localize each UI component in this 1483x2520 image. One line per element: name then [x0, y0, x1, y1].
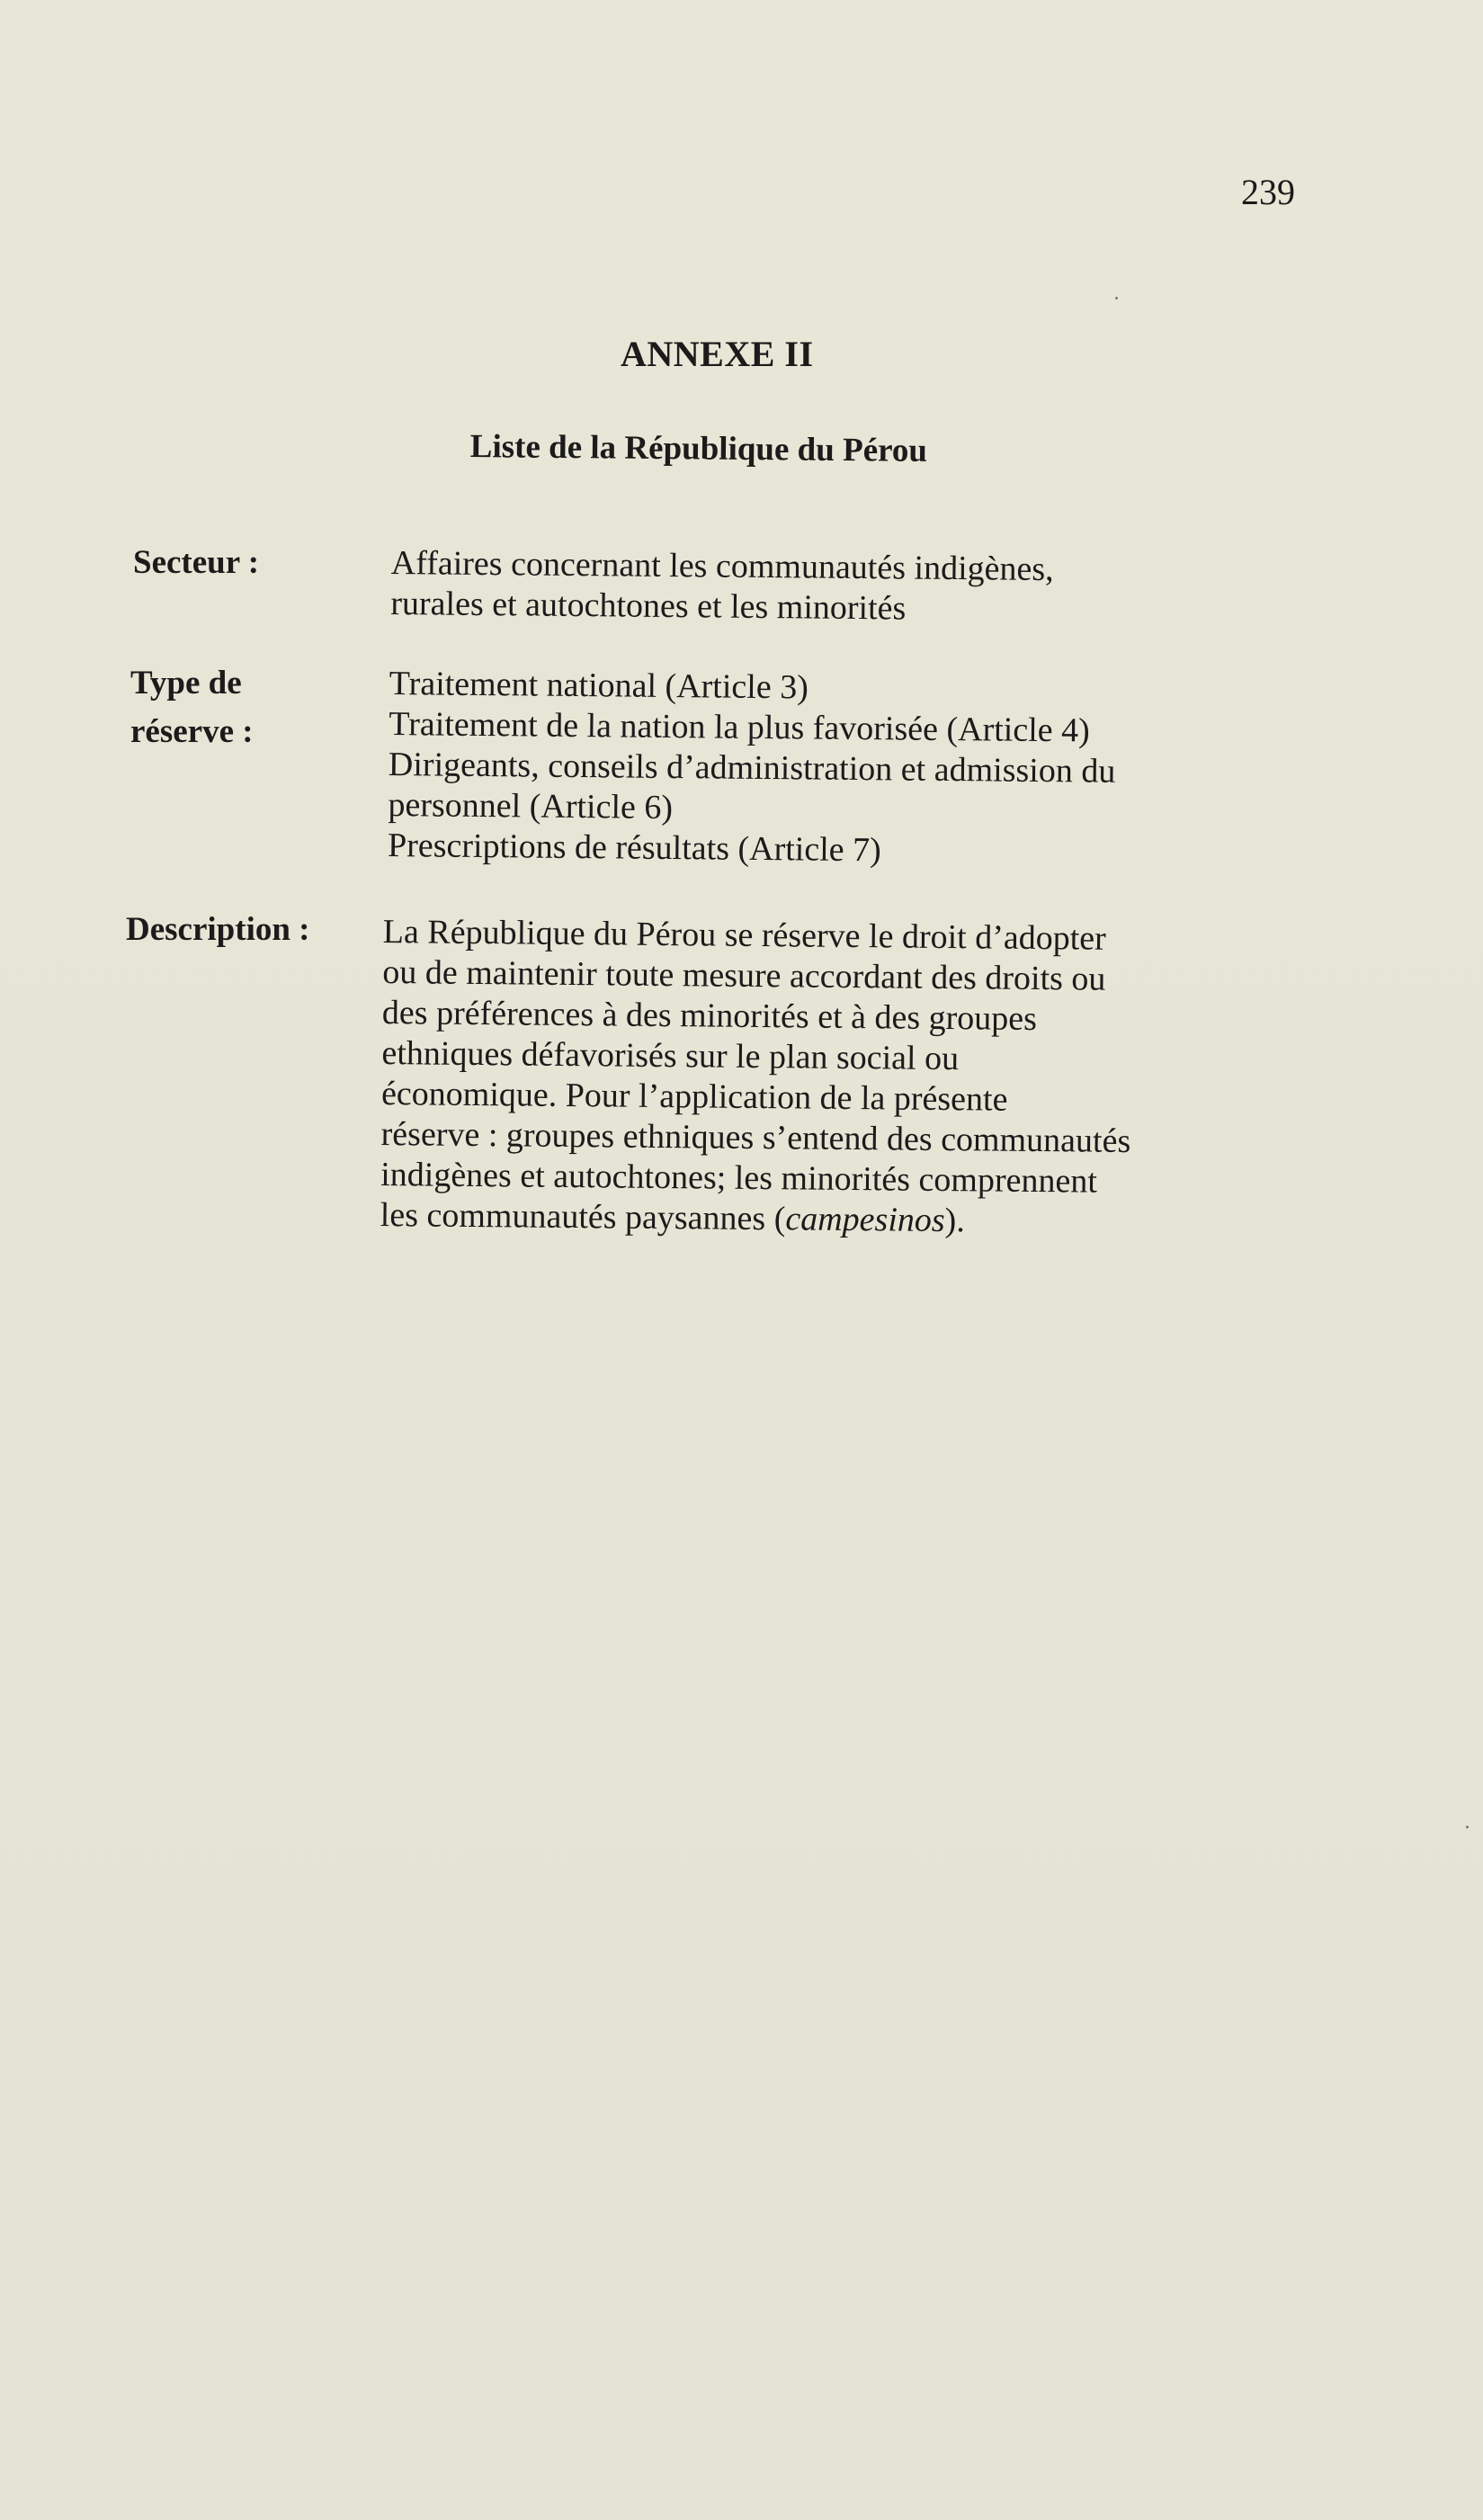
description-last-line — [380, 1195, 1130, 1243]
type-reserve-line: Dirigeants, conseils d’administration et admission du — [388, 745, 1116, 791]
type-reserve-label-line: réserve : — [130, 713, 254, 750]
description-last-line-suffix: ). — [944, 1202, 966, 1240]
type-reserve-value — [388, 664, 1117, 873]
page-number: 239 — [1241, 172, 1295, 212]
secteur-value — [390, 543, 1054, 630]
description-line: indigènes et autochtones; les minorités comprennent — [380, 1155, 1098, 1201]
type-reserve-line: Traitement national (Article 3) — [389, 664, 809, 707]
description-value — [380, 912, 1133, 1243]
description-line: ethniques défavorisés sur le plan social ou — [381, 1033, 960, 1078]
type-reserve-line: Prescriptions de résultats (Article 7) — [387, 826, 881, 870]
secteur-line: Affaires concernant les communautés indigènes, — [390, 543, 1054, 589]
paper-speck — [1115, 297, 1118, 299]
annex-subtitle: Liste de la République du Pérou — [469, 427, 928, 469]
description-line: économique. Pour l’application de la présente — [380, 1074, 1008, 1119]
type-reserve-label-line: Type de — [130, 665, 242, 701]
secteur-line: rurales et autochtones et les minorités — [390, 584, 907, 628]
description-label: Description : — [126, 911, 310, 948]
description-last-line-prefix: les communautés paysannes ( — [380, 1195, 786, 1238]
annex-title: ANNEXE II — [621, 334, 814, 374]
description-line: réserve : groupes ethniques s’entend des communautés — [380, 1114, 1131, 1160]
secteur-label: Secteur : — [133, 544, 260, 581]
campesinos-term: campesinos — [785, 1200, 945, 1240]
type-reserve-line: Traitement de la nation la plus favorisée (Article 4) — [389, 704, 1090, 750]
description-line: ou de maintenir toute mesure accordant des droits ou — [382, 952, 1106, 998]
description-line: La République du Pérou se réserve le droit d’adopter — [382, 912, 1107, 958]
paper-speck — [1466, 1826, 1469, 1828]
description-line: des préférences à des minorités et à des groupes — [381, 993, 1038, 1038]
type-reserve-label — [130, 659, 254, 756]
type-reserve-line: personnel (Article 6) — [388, 785, 674, 827]
